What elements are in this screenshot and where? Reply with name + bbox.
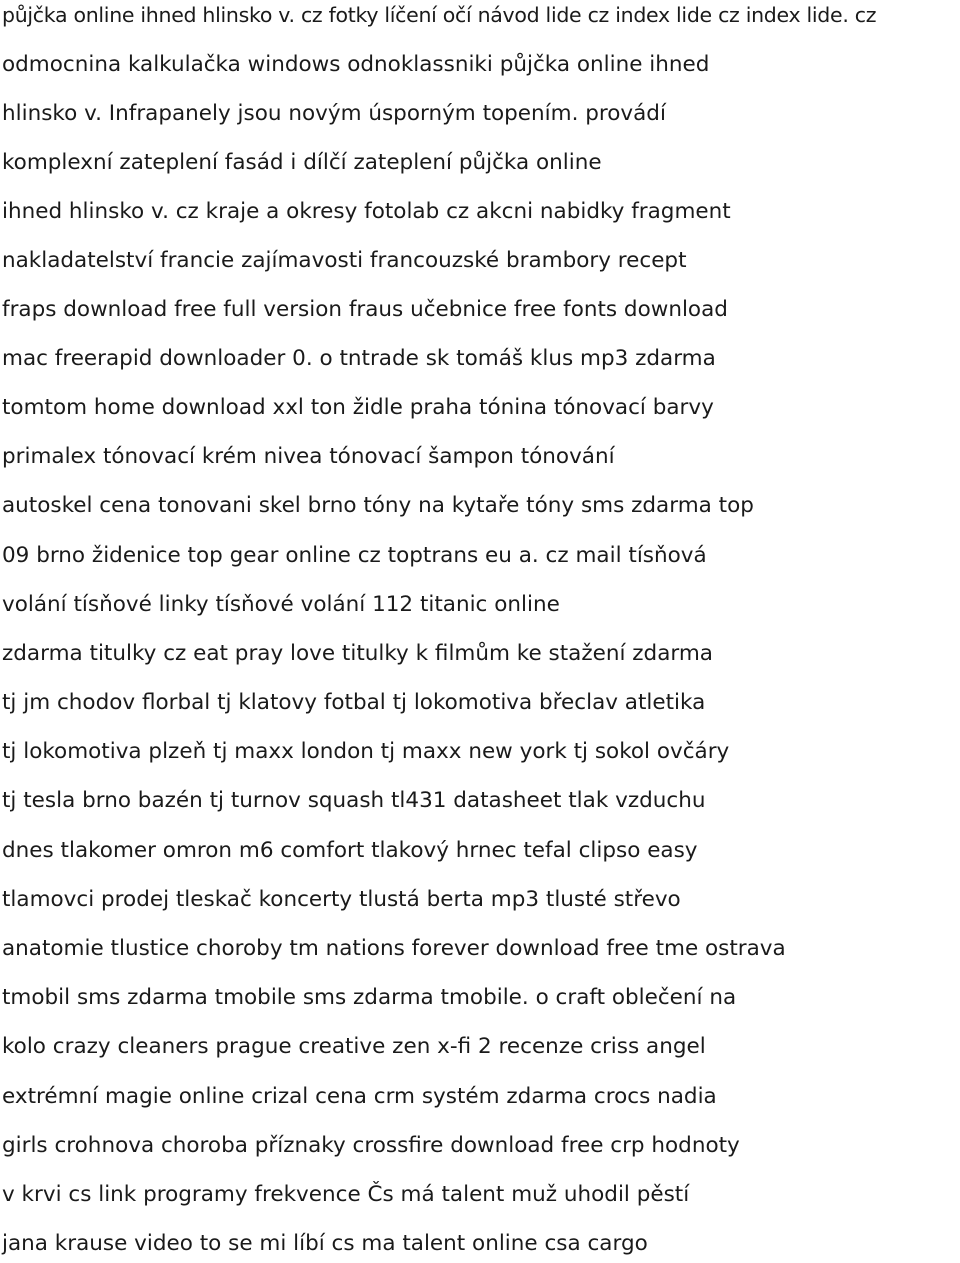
text-line: tomtom home download xxl ton židle praha tónina tónovací barvy <box>2 395 714 420</box>
text-line: girls crohnova choroba příznaky crossfire download free crp hodnoty <box>2 1133 740 1158</box>
text-line: tj jm chodov florbal tj klatovy fotbal tj lokomotiva břeclav atletika <box>2 690 706 715</box>
text-line: tj lokomotiva plzeň tj maxx london tj maxx new york tj sokol ovčáry <box>2 739 730 764</box>
text-line: 09 brno židenice top gear online cz toptrans eu a. cz mail tísňová <box>2 543 707 568</box>
text-line: jana krause video to se mi líbí cs ma talent online csa cargo <box>2 1231 648 1256</box>
text-line: komplexní zateplení fasád i dílčí zateplení půjčka online <box>2 150 602 175</box>
text-line: primalex tónovací krém nivea tónovací šampon tónování <box>2 444 615 469</box>
text-line: anatomie tlustice choroby tm nations forever download free tme ostrava <box>2 936 786 961</box>
text-line: fraps download free full version fraus učebnice free fonts download <box>2 297 728 322</box>
text-line: extrémní magie online crizal cena crm systém zdarma crocs nadia <box>2 1084 717 1109</box>
text-line: nakladatelství francie zajímavosti francouzské brambory recept <box>2 248 687 273</box>
document-body <box>2 0 958 1263</box>
text-line: dnes tlakomer omron m6 comfort tlakový hrnec tefal clipso easy <box>2 838 698 863</box>
text-line: autoskel cena tonovani skel brno tóny na kytaře tóny sms zdarma top <box>2 493 754 518</box>
text-line: ihned hlinsko v. cz kraje a okresy fotolab cz akcni nabidky fragment <box>2 199 731 224</box>
text-line: tj tesla brno bazén tj turnov squash tl431 datasheet tlak vzduchu <box>2 788 706 813</box>
text-line: odmocnina kalkulačka windows odnoklassniki půjčka online ihned <box>2 52 710 77</box>
text-line: půjčka online ihned hlinsko v. cz fotky líčení očí návod lide cz index lide cz index lide. cz <box>2 3 877 27</box>
text-line: hlinsko v. Infrapanely jsou novým úsporným topením. provádí <box>2 101 666 126</box>
text-line: tmobil sms zdarma tmobile sms zdarma tmobile. o craft oblečení na <box>2 985 737 1010</box>
text-line: volání tísňové linky tísňové volání 112 titanic online <box>2 592 560 617</box>
text-line: v krvi cs link programy frekvence Čs má talent muž uhodil pěstí <box>2 1182 690 1207</box>
text-line: zdarma titulky cz eat pray love titulky k filmům ke stažení zdarma <box>2 641 713 666</box>
text-line: tlamovci prodej tleskač koncerty tlustá berta mp3 tlusté střevo <box>2 887 681 912</box>
text-line: mac freerapid downloader 0. o tntrade sk tomáš klus mp3 zdarma <box>2 346 716 371</box>
text-line: kolo crazy cleaners prague creative zen x-fi 2 recenze criss angel <box>2 1034 706 1059</box>
